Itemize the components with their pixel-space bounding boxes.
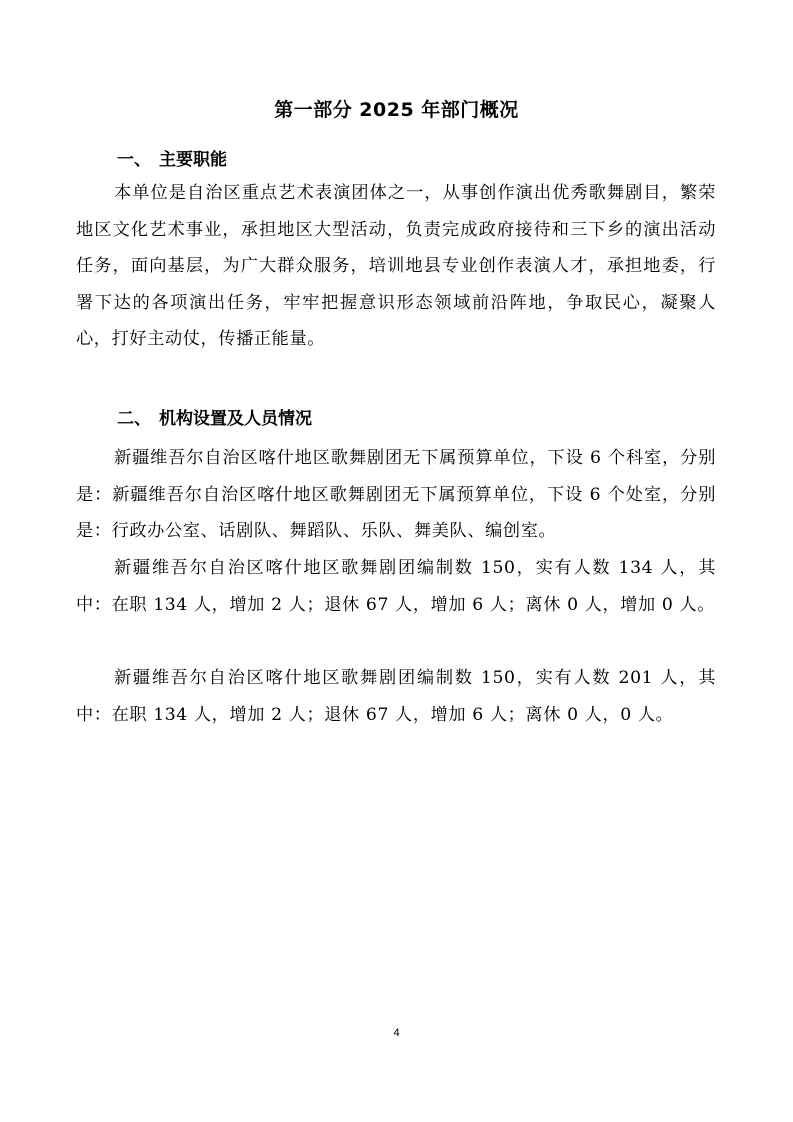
paragraph-staffing-1: 新疆维吾尔自治区喀什地区歌舞剧团编制数 150，实有人数 134 人，其中：在职 134 人，增加 2 人；退休 67 人，增加 6 人；离休 0 人，增加 0 人。 (76, 558, 716, 615)
paragraph-staffing-2: 新疆维吾尔自治区喀什地区歌舞剧团编制数 150，实有人数 201 人，其中：在职 134 人，增加 2 人；退休 67 人，增加 6 人；离休 0 人，0 人。 (76, 668, 716, 725)
section-number-1: 一、 (117, 150, 151, 170)
section-title-2: 机构设置及人员情况 (159, 409, 312, 429)
section-heading-2 (117, 407, 312, 431)
paragraph-organization: 新疆维吾尔自治区喀什地区歌舞剧团无下属预算单位，下设 6 个科室，分别是：新疆维吾尔自治区喀什地区歌舞剧团无下属预算单位，下设 6 个处室，分别是：行政办公室、话剧队、舞蹈队、乐队、舞美队、编创室。 (76, 448, 716, 541)
paragraph-main-functions: 本单位是自治区重点艺术表演团体之一，从事创作演出优秀歌舞剧目，繁荣地区文化艺术事业，承担地区大型活动，负责完成政府接待和三下乡的演出活动任务，面向基层，为广大群众服务，培训地县专业创作表演人才，承担地委，行署下达的各项演出任务，牢牢把握意识形态领域前沿阵地，争取民心，凝聚人心，打好主动仗，传播正能量。 (76, 183, 716, 349)
page-title: 第一部分 2025 年部门概况 (274, 99, 519, 121)
page-number: 4 (393, 1027, 400, 1039)
section-heading-1 (117, 148, 227, 172)
section-number-2: 二、 (117, 409, 151, 429)
section-title-1: 主要职能 (159, 150, 227, 170)
